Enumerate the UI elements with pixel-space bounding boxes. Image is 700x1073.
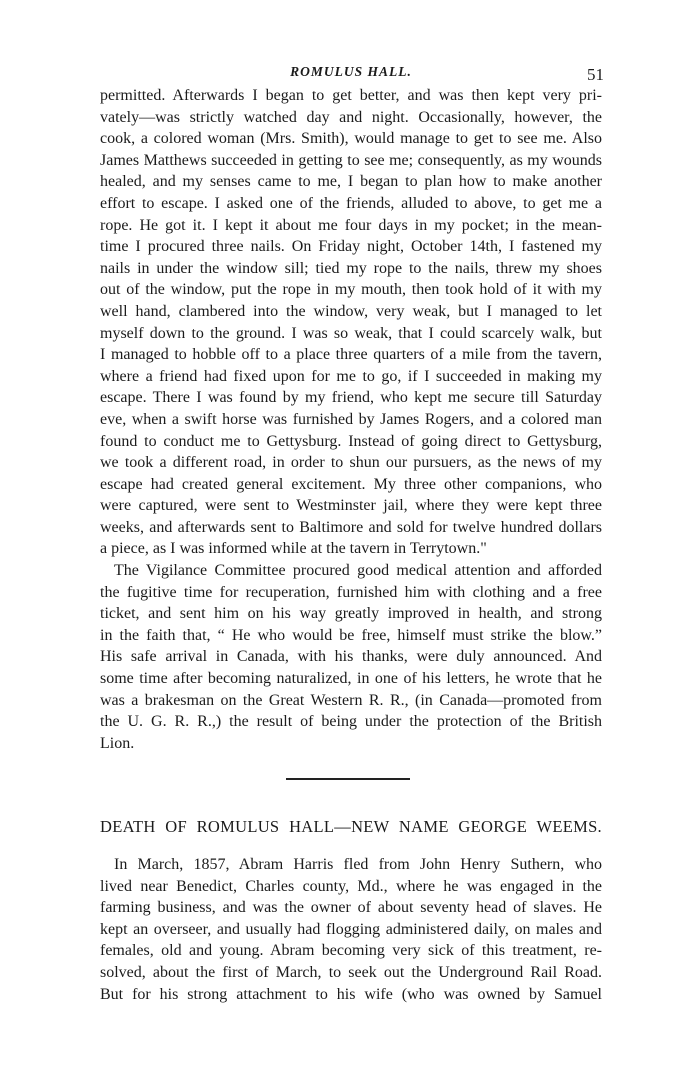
text-line: effort to escape. I asked one of the friends, alluded to above, to get me a — [100, 194, 602, 212]
text-line: weeks, and afterwards sent to Baltimore and sold for twelve hundred dollars — [100, 518, 602, 536]
text-line: well hand, clambered into the window, very weak, but I managed to let — [100, 302, 602, 320]
text-line: I managed to hobble off to a place three quarters of a mile from the tavern, — [100, 346, 602, 364]
text-line: lived near Benedict, Charles county, Md., where he was engaged in the — [100, 877, 602, 895]
body-text-bottom — [100, 854, 602, 1005]
text-line: cook, a colored woman (Mrs. Smith), would manage to get to see me. Also — [100, 130, 602, 148]
page-number: 51 — [587, 65, 604, 84]
text-line: kept an overseer, and usually had flogging administered daily, on males and — [100, 920, 602, 938]
text-line: James Matthews succeeded in getting to see me; consequently, as my wounds — [100, 151, 602, 169]
text-line: rope. He got it. I kept it about me four days in my pocket; in the mean- — [100, 216, 602, 234]
text-line: a piece, as I was informed while at the tavern in Terrytown." — [100, 540, 487, 558]
text-line: farming business, and was the owner of about seventy head of slaves. He — [100, 899, 602, 917]
text-line: nails in under the window sill; tied my rope to the nails, threw my shoes — [100, 259, 602, 277]
text-line: solved, about the first of March, to seek out the Underground Rail Road. — [100, 963, 602, 981]
text-line: myself down to the ground. I was so weak, that I could scarcely walk, but — [100, 324, 602, 342]
text-line: females, old and young. Abram becoming very sick of this treatment, re- — [100, 942, 602, 960]
text-line: out of the window, put the rope in my mouth, then took hold of it with my — [100, 281, 602, 299]
text-line: was a brakesman on the Great Western R. R., (in Canada—promoted from — [100, 691, 602, 709]
text-line: found to conduct me to Gettysburg. Instead of going direct to Gettysburg, — [100, 432, 602, 450]
text-line: permitted. Afterwards I began to get better, and was then kept very pri- — [100, 87, 602, 104]
text-line: escape. There I was found by my friend, who kept me secure till Saturday — [100, 389, 602, 407]
text-line: But for his strong attachment to his wife (who was owned by Samuel — [100, 985, 602, 1003]
text-line: in the faith that, “ He who would be free, himself must strike the blow.” — [100, 626, 602, 644]
text-line: healed, and my senses came to me, I began to plan how to make another — [100, 173, 602, 191]
text-line: eve, when a swift horse was furnished by James Rogers, and a colored man — [100, 410, 602, 428]
section-divider — [286, 778, 410, 780]
text-line: some time after becoming naturalized, in one of his letters, he wrote that he — [100, 670, 602, 688]
text-line: ticket, and sent him on his way greatly improved in health, and strong — [100, 605, 602, 623]
running-header — [100, 62, 602, 84]
text-line: were captured, were sent to Westminster jail, where they were kept three — [100, 497, 602, 515]
text-line: time I procured three nails. On Friday night, October 14th, I fastened my — [100, 238, 602, 256]
text-line: In March, 1857, Abram Harris fled from John Henry Suthern, who — [114, 856, 602, 873]
running-title: ROMULUS HALL. — [290, 64, 412, 79]
text-line: we took a different road, in order to shun our pursuers, as the news of my — [100, 454, 602, 472]
text-line: where a friend had fixed upon for me to go, if I succeeded in making my — [100, 367, 602, 385]
text-line: Lion. — [100, 734, 135, 752]
text-line: the U. G. R. R.,) the result of being under the protection of the British — [100, 713, 602, 731]
text-line: the fugitive time for recuperation, furnished him with clothing and a free — [100, 583, 602, 601]
section-heading: DEATH OF ROMULUS HALL—NEW NAME GEORGE WEEMS. — [100, 817, 602, 836]
text-line: The Vigilance Committee procured good medical attention and afforded — [114, 562, 602, 580]
text-line: His safe arrival in Canada, with his thanks, were duly announced. And — [100, 648, 602, 666]
text-line: vately—was strictly watched day and night. Occasionally, however, the — [100, 108, 602, 126]
body-text-top — [100, 85, 602, 754]
text-line: escape had created general excitement. My three other companions, who — [100, 475, 602, 493]
